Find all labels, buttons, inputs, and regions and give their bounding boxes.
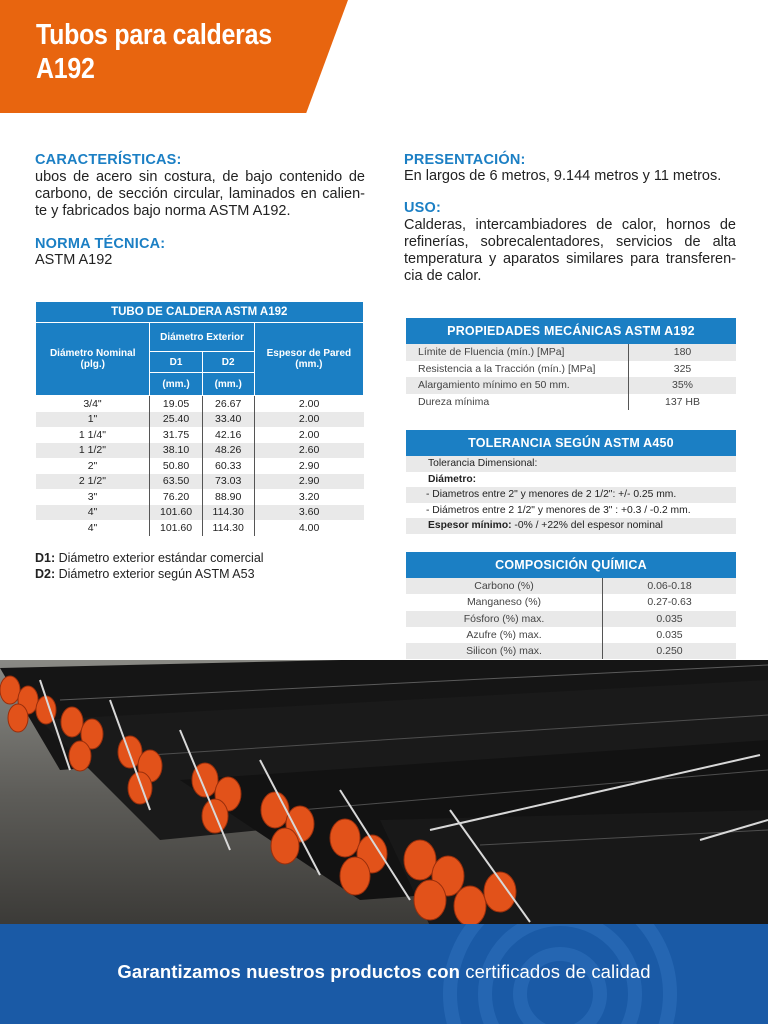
table-cell: 114.30 — [202, 505, 254, 521]
table-cell: 2" — [36, 458, 150, 474]
table-cell: 48.26 — [202, 443, 254, 459]
table-cell: 42.16 — [202, 427, 254, 443]
table-row — [406, 377, 736, 394]
table-cell: 0.250 — [603, 643, 737, 659]
col-nominal: Diámetro Nominal (plg.) — [36, 323, 150, 396]
table-cell: 2.90 — [254, 474, 363, 490]
tolerance-line: - Diametros entre 2" y menores de 2 1/2": +/- 0.25 mm. — [406, 487, 736, 503]
note-d1-text: Diámetro exterior estándar comercial — [55, 551, 264, 565]
footer-slogan-light: certificados de calidad — [465, 961, 651, 982]
table-row — [406, 594, 736, 610]
table-cell: 137 HB — [629, 394, 737, 411]
table-cell: 0.27-0.63 — [603, 594, 737, 610]
tolerance-espesor-label: Espesor mínimo: — [428, 520, 512, 531]
title-line-2: A192 — [36, 53, 95, 85]
note-d2 — [35, 566, 264, 582]
table-cell: 4" — [36, 520, 150, 536]
table-cell: 114.30 — [202, 520, 254, 536]
table-cell: Alargamiento mínimo en 50 mm. — [406, 377, 629, 394]
table-cell: 25.40 — [150, 412, 202, 428]
tolerance-line: - Diámetros entre 2 1/2" y menores de 3" : +0.3 / -0.2 mm. — [406, 503, 736, 519]
table-cell: 0.035 — [603, 611, 737, 627]
col-d2: D2 — [202, 352, 254, 373]
presentacion-heading: PRESENTACIÓN: — [404, 152, 526, 168]
mech-props-table — [406, 344, 736, 410]
table-notes — [35, 550, 264, 582]
col-mm1: (mm.) — [150, 373, 202, 396]
table-cell: 1 1/2" — [36, 443, 150, 459]
table-row — [406, 627, 736, 643]
table-cell: 2.00 — [254, 427, 363, 443]
col-espesor: Espesor de Pared (mm.) — [254, 323, 363, 396]
uso-heading: USO: — [404, 200, 442, 216]
table-row — [406, 611, 736, 627]
table-cell: 325 — [629, 361, 737, 378]
table-row — [36, 520, 364, 536]
table-cell: Resistencia a la Tracción (mín.) [MPa] — [406, 361, 629, 378]
table-cell: Carbono (%) — [406, 578, 603, 594]
table-cell: 3" — [36, 489, 150, 505]
note-d2-text: Diámetro exterior según ASTM A53 — [55, 567, 255, 581]
table-cell: 50.80 — [150, 458, 202, 474]
table-cell: 3.60 — [254, 505, 363, 521]
table-cell: 180 — [629, 344, 737, 361]
note-d2-label: D2: — [35, 567, 56, 581]
table-cell: 35% — [629, 377, 737, 394]
norma-text: ASTM A192 — [35, 252, 113, 268]
table-row — [406, 361, 736, 378]
table-cell: 33.40 — [202, 412, 254, 428]
table-cell: 0.035 — [603, 627, 737, 643]
footer-slogan-bold: Garantizamos nuestros productos con — [117, 961, 466, 982]
col-exterior: Diámetro Exterior — [150, 323, 254, 352]
table-cell: 60.33 — [202, 458, 254, 474]
table-cell: 4" — [36, 505, 150, 521]
table-cell: 2.00 — [254, 412, 363, 428]
table-row — [36, 489, 364, 505]
table-cell: 19.05 — [150, 396, 202, 412]
footer-banner — [0, 924, 768, 1024]
table-cell: Límite de Fluencia (mín.) [MPa] — [406, 344, 629, 361]
table-cell: Manganeso (%) — [406, 594, 603, 610]
composition-title: COMPOSICIÓN QUÍMICA — [406, 552, 736, 578]
presentacion-text: En largos de 6 metros, 9.144 metros y 11 metros. — [404, 168, 722, 184]
table-cell: 1 1/4" — [36, 427, 150, 443]
tolerance-title: TOLERANCIA SEGÚN ASTM A450 — [406, 430, 736, 456]
caracteristicas-text: ubos de acero sin costura, de bajo contenido de carbono, de sección circular, laminados en calien-te y fabricados bajo norma ASTM A192. — [35, 169, 365, 219]
table-row — [36, 505, 364, 521]
table-cell: 76.20 — [150, 489, 202, 505]
tolerance-espesor-text: -0% / +22% del espesor nominal — [511, 520, 663, 531]
table-row — [36, 443, 364, 459]
tolerance-line: Tolerancia Dimensional: — [406, 456, 736, 472]
table-row — [36, 427, 364, 443]
table-row — [36, 412, 364, 428]
title-line-1: Tubos para calderas — [36, 19, 272, 51]
table-row — [406, 394, 736, 411]
table-row — [36, 396, 364, 412]
table-cell: Azufre (%) max. — [406, 627, 603, 643]
table-cell: 2.90 — [254, 458, 363, 474]
table-cell: 26.67 — [202, 396, 254, 412]
uso-text: Calderas, intercambiadores de calor, hornos de refinerías, sobrecalentadores, servicios de alta temperatura y aparatos similares para transferen-cia de calor. — [404, 217, 736, 284]
table-cell: 2 1/2" — [36, 474, 150, 490]
tube-table — [35, 302, 364, 536]
composition-table — [406, 578, 736, 659]
table-cell: Dureza mínima — [406, 394, 629, 411]
tolerance-line: Diámetro: — [406, 472, 736, 488]
norma-heading: NORMA TÉCNICA: — [35, 236, 166, 252]
mech-props-title: PROPIEDADES MECÁNICAS ASTM A192 — [406, 318, 736, 344]
table-cell: 2.00 — [254, 396, 363, 412]
tubes-illustration — [0, 660, 768, 926]
note-d1 — [35, 550, 264, 566]
table-row — [36, 458, 364, 474]
table-cell: 38.10 — [150, 443, 202, 459]
table-row — [406, 578, 736, 594]
tolerance-box — [406, 456, 736, 534]
table-cell: 1" — [36, 412, 150, 428]
table-cell: Silicon (%) max. — [406, 643, 603, 659]
table-row — [36, 474, 364, 490]
table-cell: 101.60 — [150, 520, 202, 536]
table-row — [406, 344, 736, 361]
table-cell: 0.06-0.18 — [603, 578, 737, 594]
col-d1: D1 — [150, 352, 202, 373]
footer-slogan — [0, 961, 768, 983]
note-d1-label: D1: — [35, 551, 56, 565]
table-cell: 101.60 — [150, 505, 202, 521]
product-photo — [0, 660, 768, 926]
col-mm2: (mm.) — [202, 373, 254, 396]
tolerance-line — [406, 518, 736, 534]
table-cell: 3.20 — [254, 489, 363, 505]
table-cell: 73.03 — [202, 474, 254, 490]
page-title — [36, 18, 272, 86]
table-row — [406, 643, 736, 659]
table-cell: 31.75 — [150, 427, 202, 443]
tube-table-title: TUBO DE CALDERA ASTM A192 — [36, 302, 364, 323]
table-cell: Fósforo (%) max. — [406, 611, 603, 627]
caracteristicas-heading: CARACTERÍSTICAS: — [35, 152, 182, 168]
table-cell: 4.00 — [254, 520, 363, 536]
table-cell: 3/4" — [36, 396, 150, 412]
table-cell: 63.50 — [150, 474, 202, 490]
table-cell: 88.90 — [202, 489, 254, 505]
table-cell: 2.60 — [254, 443, 363, 459]
